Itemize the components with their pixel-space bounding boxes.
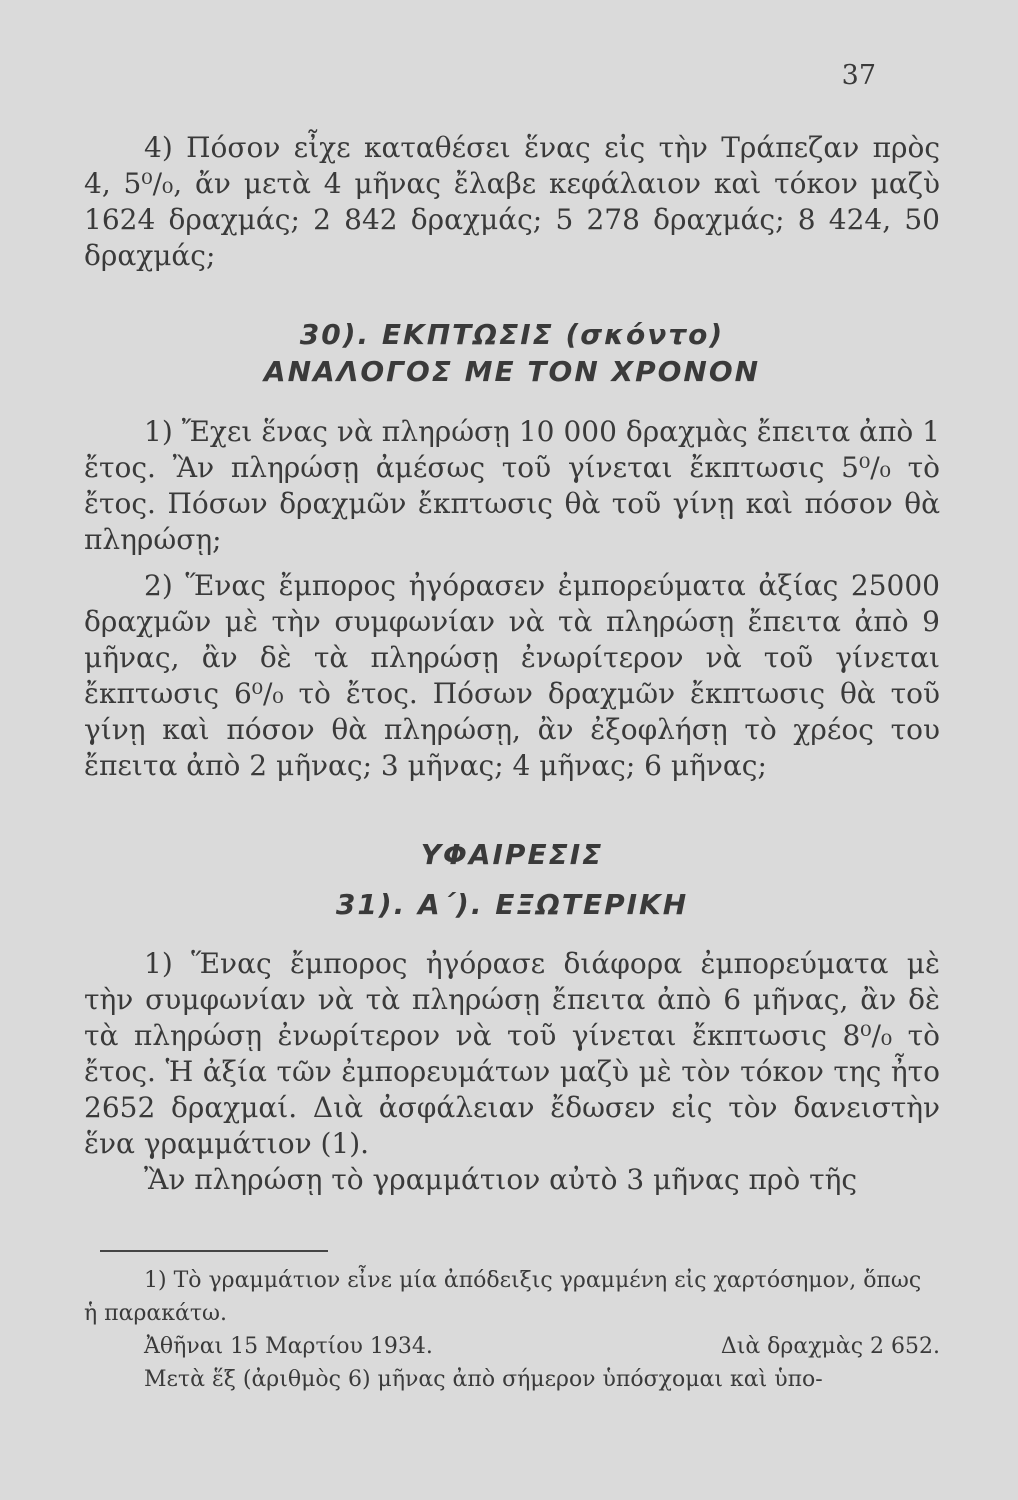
footnote-rule: [100, 1250, 328, 1252]
section-30-title-wrap: [84, 318, 940, 351]
footnote-body: Μετὰ ἕξ (ἀριθμὸς 6) μῆνας ἀπὸ σήμερον ὑπόσχομαι καὶ ὑπο-: [144, 1367, 823, 1392]
section-30-subtitle-wrap: [84, 355, 940, 388]
footnotes: [84, 1264, 940, 1396]
footnote-1: 1) Τὸ γραμμάτιον εἶνε μία ἀπόδειξις γραμμένη εἰς χαρτόσημον, ὅπως ἡ παρακάτω.: [84, 1268, 922, 1326]
problem-4-text: 4) Πόσον εἶχε καταθέσει ἕνας εἰς τὴν Τράπεζαν πρὸς 4, 5⁰/₀, ἄν μετὰ 4 μῆνας ἔλαβε κεφάλαιον καὶ τόκον μαζὺ 1624 δραχμάς; 2 842 δραχμάς; 5 278 δραχμάς; 8 424, 50 δραχμάς;: [84, 131, 940, 272]
footnote-amount: Διὰ δραχμὰς 2 652.: [720, 1334, 940, 1359]
section-31-title-wrap: [84, 888, 940, 921]
section-31-title: 31). Α΄). ΕΞΩΤΕΡΙΚΗ: [335, 888, 689, 921]
section-heading-wrap: [84, 838, 940, 871]
problem-31-1: [84, 946, 940, 1198]
problem-31-1-continued: Ἂν πληρώσῃ τὸ γραμμάτιον αὐτὸ 3 μῆνας πρὸ τῆς: [144, 1163, 858, 1196]
problem-4: [84, 130, 940, 274]
footnote-place-date: Ἀθῆναι 15 Μαρτίου 1934.: [144, 1334, 433, 1359]
footnote-dateline: [84, 1330, 940, 1363]
section-heading: ΥΦΑΙΡΕΣΙΣ: [420, 838, 604, 871]
section-30-title: 30). ΕΚΠΤΩΣΙΣ (σκόντο): [299, 318, 725, 351]
section-30-subtitle: ΑΝΑΛΟΓΟΣ ΜΕ ΤΟΝ ΧΡΟΝΟΝ: [263, 355, 761, 388]
problem-30-2: [84, 568, 940, 784]
problem-30-2-text: 2) Ἕνας ἔμπορος ἠγόρασεν ἐμπορεύματα ἀξίας 25000 δραχμῶν μὲ τὴν συμφωνίαν νὰ τὰ πληρώσῃ ἔπειτα ἀπὸ 9 μῆνας, ἂν δὲ τὰ πληρώσῃ ἐνωρίτερον νὰ τοῦ γίνεται ἔκπτωσις 6⁰/₀ τὸ ἔτος. Πόσων δραχμῶν ἔκπτωσις θὰ τοῦ γίνῃ καὶ πόσον θὰ πληρώσῃ, ἂν ἐξοφλήσῃ τὸ χρέος του ἔπειτα ἀπὸ 2 μῆνας; 3 μῆνας; 4 μῆνας; 6 μῆνας;: [84, 569, 940, 782]
page-number: 37: [841, 60, 876, 91]
problem-30-1-text: 1) Ἔχει ἕνας νὰ πληρώσῃ 10 000 δραχμὰς ἔπειτα ἀπὸ 1 ἔτος. Ἂν πληρώσῃ ἀμέσως τοῦ γίνεται ἔκπτωσις 5⁰/₀ τὸ ἔτος. Πόσων δραχμῶν ἔκπτωσις θὰ τοῦ γίνῃ καὶ πόσον θὰ πληρώσῃ;: [84, 415, 940, 556]
problem-31-1-text: 1) Ἕνας ἔμπορος ἠγόρασε διάφορα ἐμπορεύματα μὲ τὴν συμφωνίαν νὰ τὰ πληρώσῃ ἔπειτα ἀπὸ 6 μῆνας, ἂν δὲ τὰ πληρώσῃ ἐνωρίτερον νὰ τοῦ γίνεται ἔκπτωσις 8⁰/₀ τὸ ἔτος. Ἡ ἀξία τῶν ἐμπορευμάτων μαζὺ μὲ τὸν τόκον της ἦτο 2652 δραχμαί. Διὰ ἀσφάλειαν ἔδωσεν εἰς τὸν δανειστὴν ἕνα γραμμάτιον (1).: [84, 947, 940, 1160]
problem-30-1: [84, 414, 940, 558]
